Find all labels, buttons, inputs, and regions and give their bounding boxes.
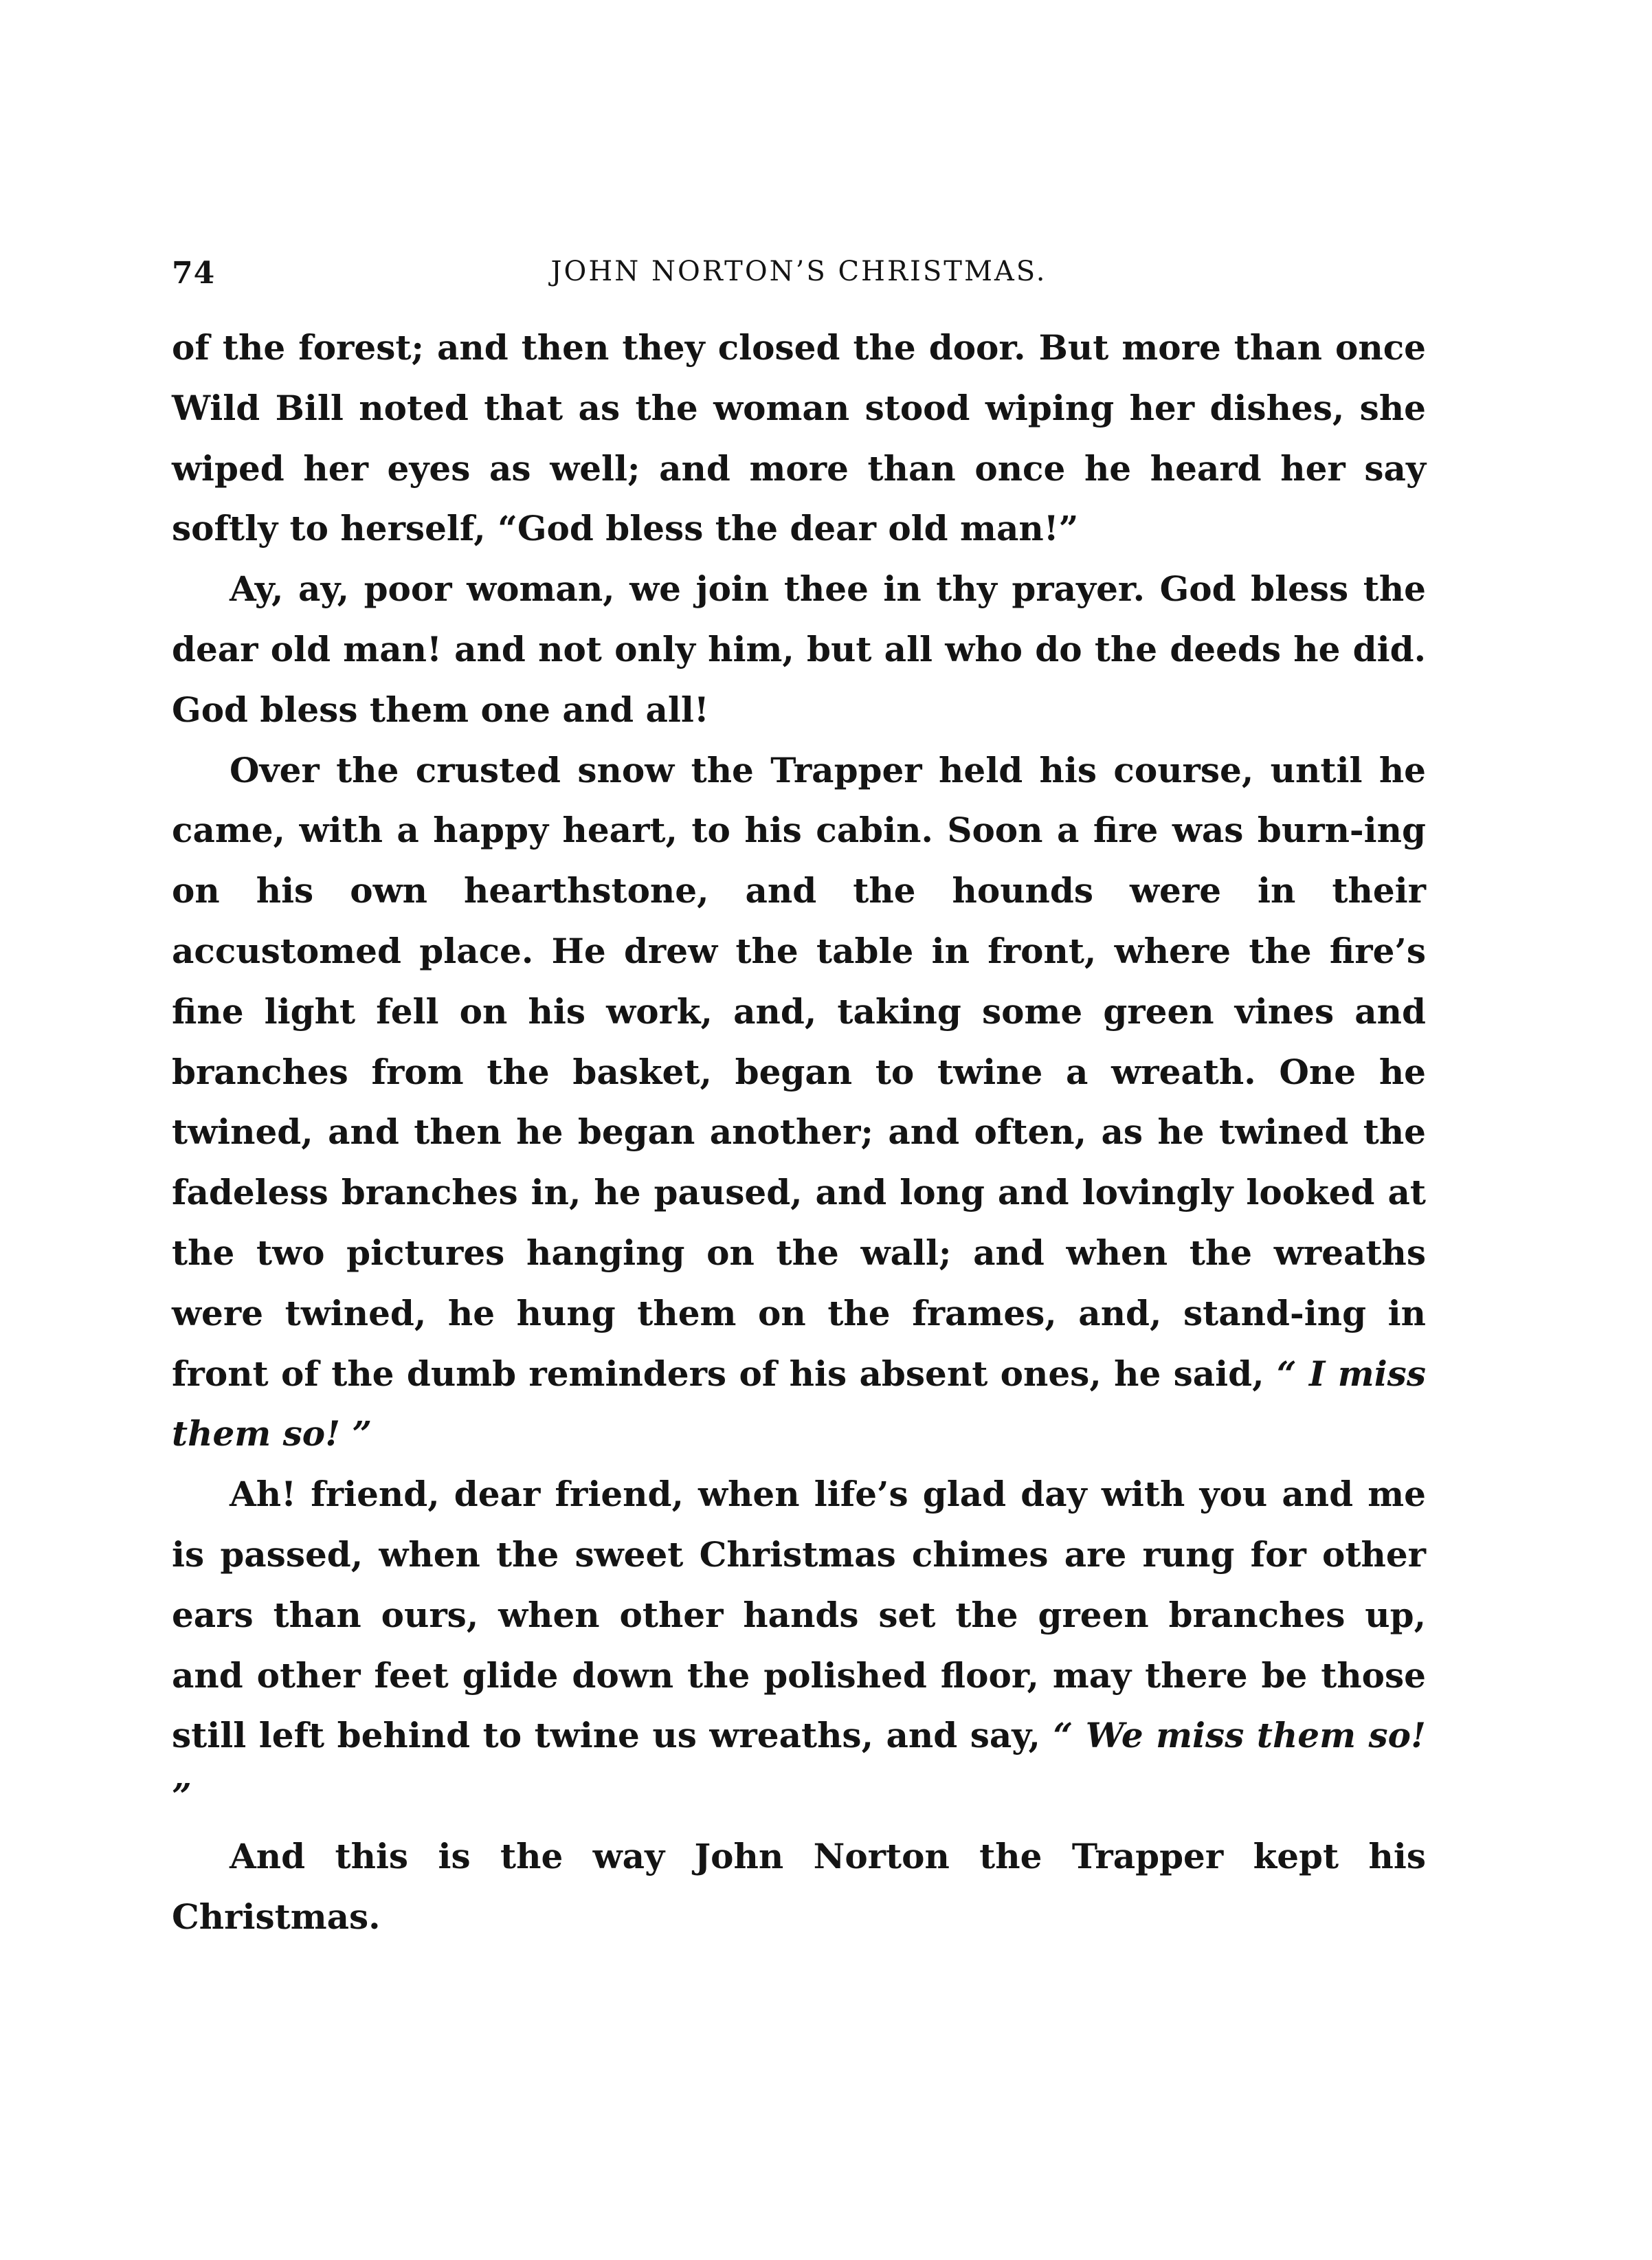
page-number: 74: [172, 256, 216, 291]
body-text: [172, 318, 1426, 1947]
paragraph-text: And this is the way John Norton the Trapper kept his Christmas.: [172, 1835, 1426, 1937]
paragraph-4: [172, 1464, 1426, 1826]
paragraph-3: [172, 740, 1426, 1465]
running-head: [172, 256, 1426, 297]
paragraph-2: [172, 559, 1426, 740]
italic-quote: “ I miss them so! ”: [172, 1353, 1426, 1454]
paragraph-text: Over the crusted snow the Trapper held his course, until he came, with a happy heart, to his cabin. Soon a fire was burn-ing on his own hearthstone, and the hounds were in their accustomed place. He drew the table in front, where the fire’s fine light fell on his work, and, taking some green vines and branches from the basket, began to twine a wreath. One he twined, and then he began another; and often, as he twined the fadeless branches in, he paused, and long and lovingly looked at the two pictures hanging on the wall; and when the wreaths were twined, he hung them on the frames, and, stand-ing in front of the dumb reminders of his absent ones, he said,: [172, 749, 1426, 1394]
paragraph-text: Ah! friend, dear friend, when life’s glad day with you and me is passed, when the sweet Christmas chimes are rung for other ears than ours, when other hands set the green branches up, and other feet glide down the polished floor, may there be those still left behind to twine us wreaths, and say,: [172, 1474, 1426, 1756]
running-title: JOHN NORTON’S CHRISTMAS.: [550, 256, 1047, 287]
paragraph-text: Ay, ay, poor woman, we join thee in thy prayer. God bless the dear old man! and not only him, but all who do the deeds he did. God bless them one and all!: [172, 568, 1426, 730]
italic-quote: “ We miss them so! ”: [172, 1715, 1426, 1817]
paragraph-5: [172, 1826, 1426, 1947]
paragraph-1: [172, 318, 1426, 559]
paragraph-text: of the forest; and then they closed the door. But more than once Wild Bill noted that as the woman stood wiping her dishes, she wiped her eyes as well; and more than once he heard her say softly to herself, “God bless the dear old man!”: [172, 327, 1426, 549]
